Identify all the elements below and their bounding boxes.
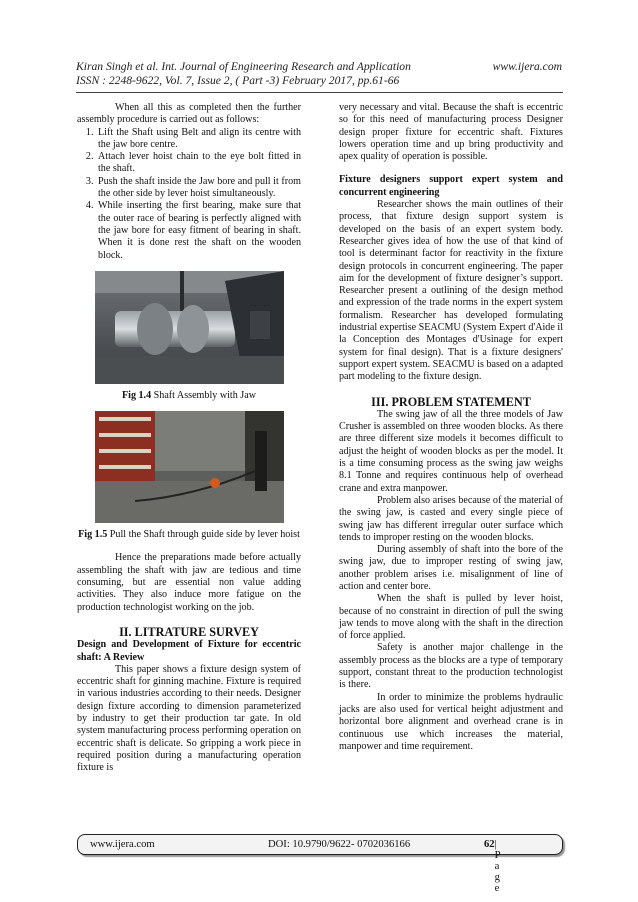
running-header bbox=[76, 60, 562, 88]
figure-caption bbox=[77, 529, 301, 541]
issn-line: ISSN : 2248-9622, Vol. 7, Issue 2, ( Part -3) February 2017, pp.61-66 bbox=[76, 74, 400, 87]
preparations-paragraph: Hence the preparations made before actually assembling the shaft with jaw are tedious and time consuming, but are essential non value adding activities. They also induce more fatigue on the production technologist working on the job. bbox=[77, 552, 301, 613]
section-heading: II. LITRATURE SURVEY bbox=[119, 624, 259, 639]
figure-caption-text: Pull the Shaft through guide side by lever hoist bbox=[107, 529, 300, 541]
assembly-step: 3. Push the shaft inside the Jaw bore and pull it from the other side by lever hoist simultaneously. bbox=[96, 176, 301, 201]
right-column bbox=[339, 102, 563, 753]
journal-citation: Kiran Singh et al. Int. Journal of Engineering Research and Application bbox=[76, 60, 411, 73]
subsection-heading: Fixture designers support expert system and concurrent engineering bbox=[339, 174, 563, 198]
assembly-intro: When all this as completed then the further assembly procedure is carried out as follows: bbox=[77, 102, 301, 126]
assembly-steps-list bbox=[77, 127, 301, 262]
footer-website[interactable]: www.ijera.com bbox=[90, 839, 155, 850]
problem-paragraph: Safety is another major challenge in the assembly process as the blocks are a type of temporary support, constant threat to the production technologist is there. bbox=[339, 642, 563, 691]
page-label: | P a g e bbox=[494, 839, 501, 894]
lever-hoist-photo bbox=[95, 411, 284, 523]
assembly-step: 1. Lift the Shaft using Belt and align its centre with the jaw bore centre. bbox=[96, 127, 301, 152]
problem-paragraph: The swing jaw of all the three models of Jaw Crusher is assembled on three wooden blocks. As there are three different size models it becomes difficult to adjust the height of wooden blocks as per the model. It is a time consuming process as the swing jaw weighs 8.1 Tonne and requires continuous help of overhead crane and extra manpower. bbox=[339, 408, 563, 494]
figure-label: Fig 1.5 bbox=[78, 529, 108, 541]
shaft-assembly-photo bbox=[95, 271, 284, 384]
figure-caption-text: Shaft Assembly with Jaw bbox=[151, 389, 257, 401]
page-footer bbox=[77, 834, 563, 894]
problem-paragraph: When the shaft is pulled by lever hoist, because of no constraint in direction of pull the swing jaw tends to move along with the shaft in the direction of force applied. bbox=[339, 593, 563, 642]
assembly-step: 2. Attach lever hoist chain to the eye bolt fitted in the shaft. bbox=[96, 151, 301, 176]
continuation-paragraph: very necessary and vital. Because the shaft is eccentric so for this need of manufacturing process Designer design proper fixture for eccentric shaft. Fixtures lowers operation time and up bring productivity and apex quality of operation is possible. bbox=[339, 102, 563, 163]
left-column bbox=[77, 102, 301, 775]
section-heading: III. PROBLEM STATEMENT bbox=[371, 394, 531, 409]
problem-paragraph: Problem also arises because of the material of the swing jaw, is casted and every single piece of swing jaw has different irregular outer surface which tends to improper resting on the wooden blocks. bbox=[339, 494, 563, 543]
page-number: 62 bbox=[484, 839, 495, 850]
header-rule bbox=[76, 92, 563, 93]
problem-paragraph: In order to minimize the problems hydraulic jacks are also used for vertical height adjustment and horizontal bore alignment and overhead crane is in continuous use which increases the material, manpower and time requirement. bbox=[339, 691, 563, 752]
subsection-heading: Design and Development of Fixture for eccentric shaft: A Review bbox=[77, 639, 301, 663]
literature-paragraph: This paper shows a fixture design system of eccentric shaft for ginning machine. Fixture is required in various industries according to their needs. Designer design fixture according to dimension parameterized by industry to get their production tar gate. In old system manufacturing process performing operation on eccentric shaft is delicate. So gripping a work piece in required position during a manufacturing operation fixture is bbox=[77, 663, 301, 774]
figure-caption bbox=[77, 390, 301, 402]
footer-doi: DOI: 10.9790/9622- 0702036166 bbox=[268, 839, 411, 850]
journal-website[interactable]: www.ijera.com bbox=[492, 60, 562, 73]
assembly-step: 4. While inserting the first bearing, make sure that the outer race of bearing is perfectly aligned with the jaw bore for easy fitment of bearing in shaft. When it is done rest the shaft on the wooden block. bbox=[96, 200, 301, 261]
fixture-paragraph: Researcher shows the main outlines of their process, that fixture design support system is developed on the basis of an expert system body. Researcher gives idea of how the use of that kind of tool is determinant factor for reactivity in the fixture design protocols in concurrent engineering. The paper aim for the development of fixture designer’s support. Researcher present a outlining of the design method and expression of the trade norms in the expert system formalism. Researcher has developed formulating industrial expertise SEACMU (System Expert d'Aide il la Conception des Montages d'Usinage for expert system for final design). That is a fixture designers' support expert system. SEACMU is based on a adapted part modeling to the fixture design. bbox=[339, 199, 563, 383]
problem-paragraph: During assembly of shaft into the bore of the swing jaw, due to improper resting of swing jaw, another problem arises i.e. misalignment of line of action and center bore. bbox=[339, 544, 563, 592]
figure-label: Fig 1.4 bbox=[121, 389, 152, 401]
